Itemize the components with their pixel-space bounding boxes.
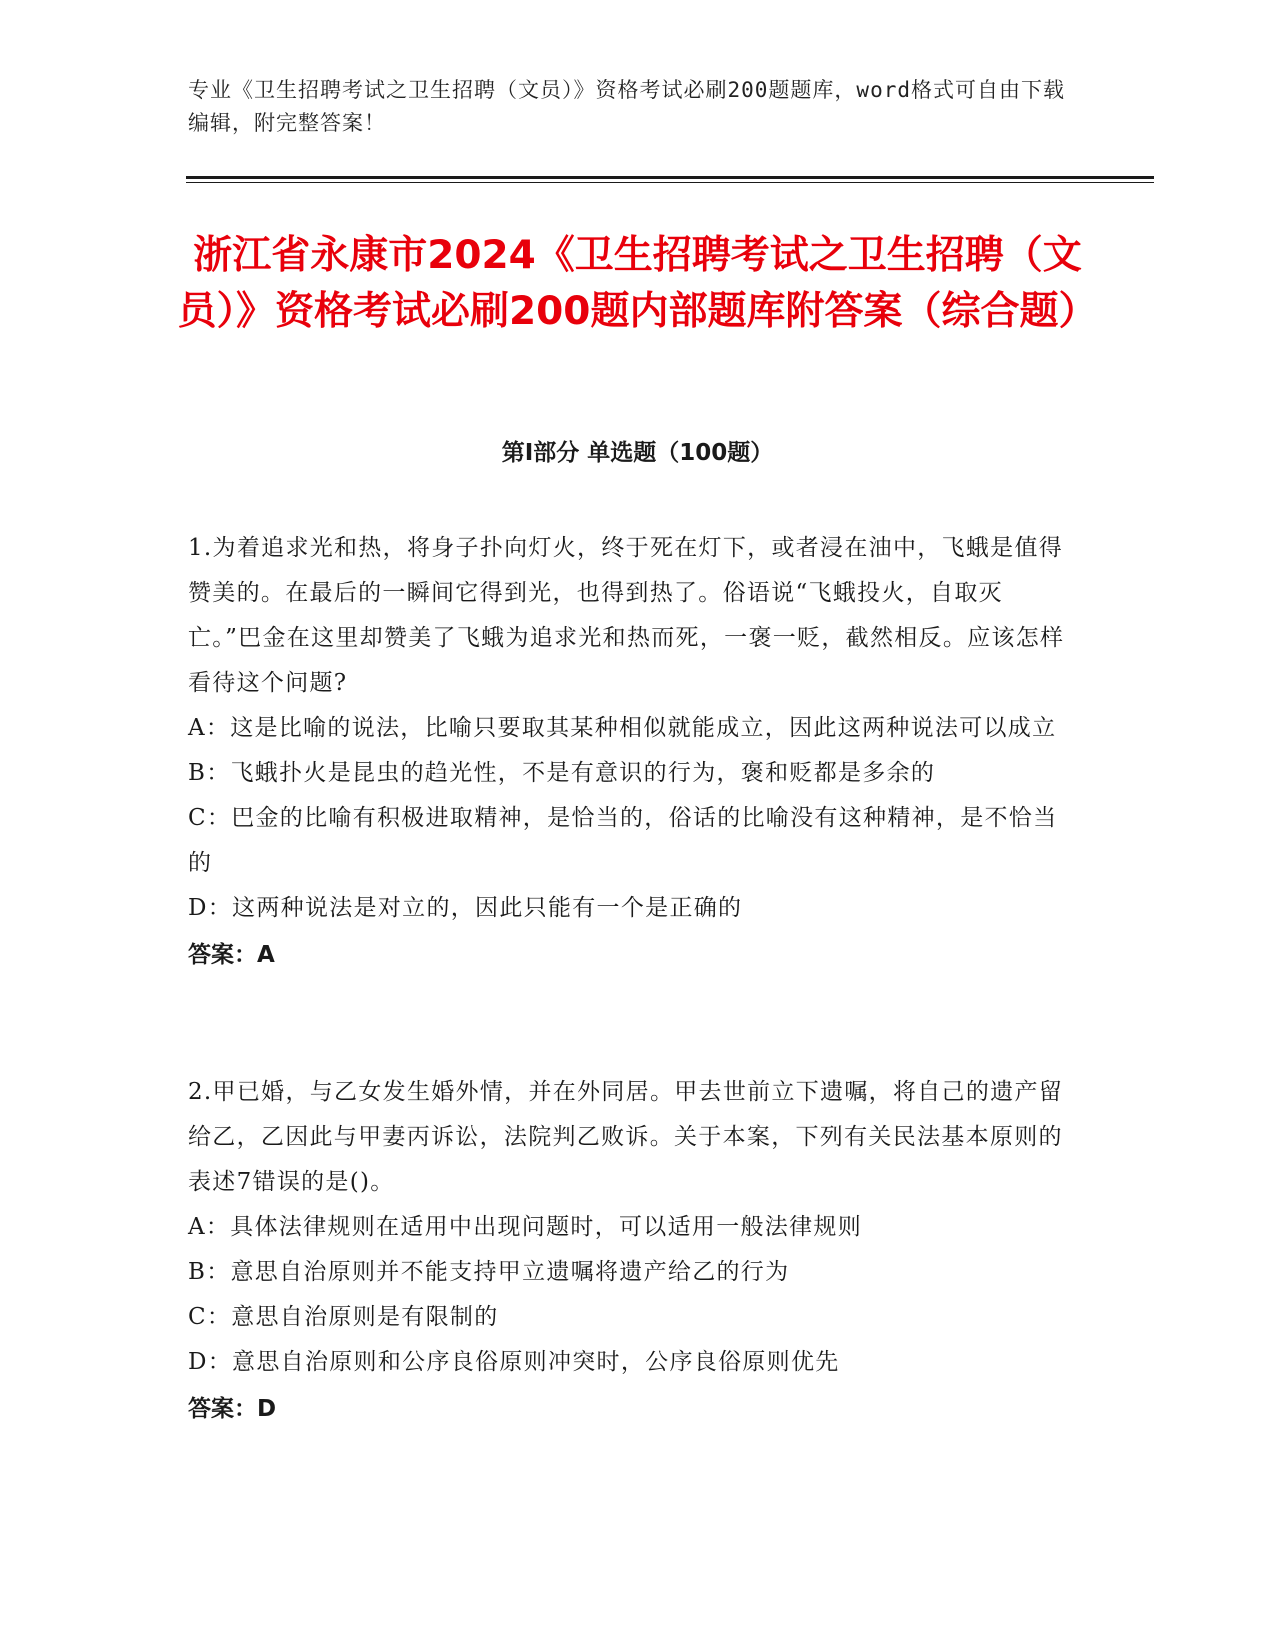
intro-text: 专业《卫生招聘考试之卫生招聘（文员）》资格考试必刷200题题库，word格式可自由下载编辑，附完整答案！ [188, 78, 1065, 135]
option-a: A：这是比喻的说法，比喻只要取其某种相似就能成立，因此这两种说法可以成立 [188, 715, 1057, 741]
option-a: A：具体法律规则在适用中出现问题时，可以适用一般法律规则 [188, 1214, 863, 1240]
option-b: B：飞蛾扑火是昆虫的趋光性，不是有意识的行为，褒和贬都是多余的 [188, 760, 936, 786]
option-b: B：意思自治原则并不能支持甲立遗嘱将遗产给乙的行为 [188, 1259, 790, 1285]
option-d: D：意思自治原则和公序良俗原则冲突时，公序良俗原则优先 [188, 1349, 840, 1375]
question-1 [188, 526, 1076, 978]
section-title: 第Ⅰ部分 单选题（100题） [501, 440, 774, 466]
answer-line: 答案：D [188, 1396, 277, 1422]
header-rule-thin [186, 182, 1154, 183]
answer-line: 答案：A [188, 942, 275, 968]
option-c: C：巴金的比喻有积极进取精神，是恰当的，俗话的比喻没有这种精神，是不恰当的 [188, 805, 1058, 876]
question-2 [188, 1070, 1076, 1432]
question-stem: 1.为着追求光和热，将身子扑向灯火，终于死在灯下，或者浸在油中，飞蛾是值得赞美的。在最后的一瞬间它得到光，也得到热了。俗语说“飞蛾投火，自取灭亡。”巴金在这里却赞美了飞蛾为追求光和热而死，一褒一贬，截然相反。应该怎样看待这个问题? [188, 535, 1065, 696]
option-c: C：意思自治原则是有限制的 [188, 1304, 499, 1330]
option-d: D：这两种说法是对立的，因此只能有一个是正确的 [188, 895, 743, 921]
header-rule-thick [186, 176, 1154, 179]
document-title: 浙江省永康市2024《卫生招聘考试之卫生招聘（文员）》资格考试必刷200题内部题库附答案（综合题） [177, 233, 1098, 334]
question-stem: 2.甲已婚，与乙女发生婚外情，并在外同居。甲去世前立下遗嘱，将自己的遗产留给乙，乙因此与甲妻丙诉讼，法院判乙败诉。关于本案，下列有关民法基本原则的表述7错误的是()。 [188, 1079, 1064, 1195]
